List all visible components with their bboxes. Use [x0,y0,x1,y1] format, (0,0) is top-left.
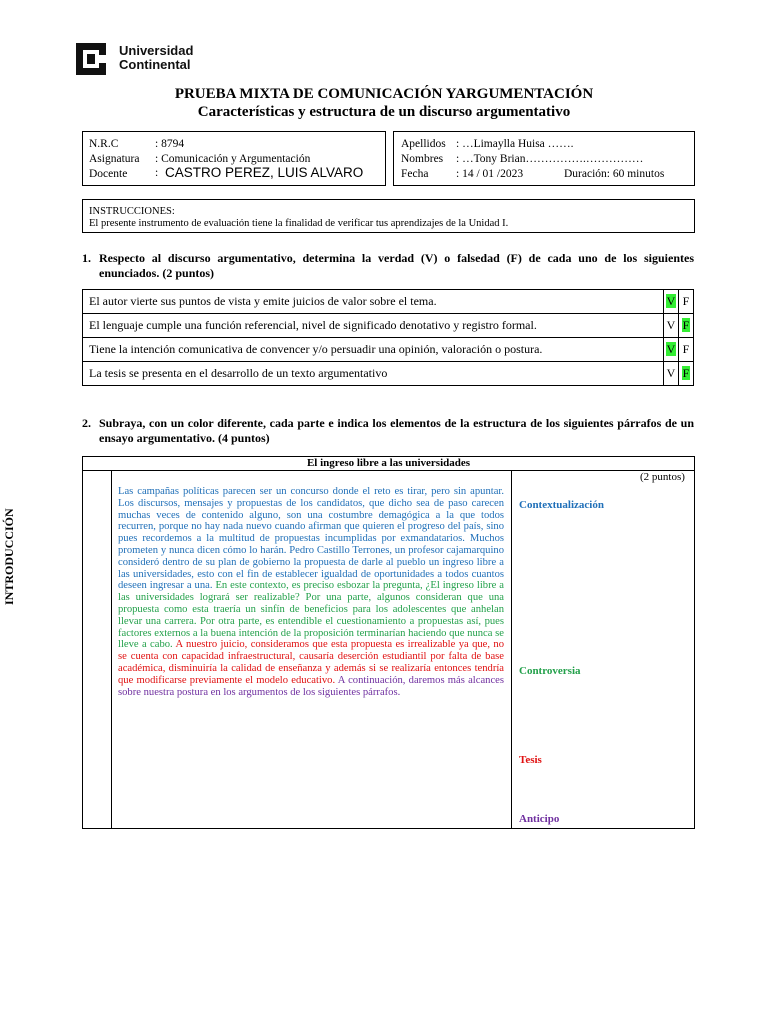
question-2 [82,416,694,446]
controversy-text: En este contexto, es preciso esbozar la pregunta, ¿El ingreso libre a las universidades logrará ser realizable? Por una parte, algunos consideran que una propuesta como esta traería un sinfín de beneficios para los adolescentes que anhelan llevar una carrera. Por otra parte, es entendible el cuestionamiento a propuestas así, pues factores externos a la buena intención de la proposición terminarían haciendo que nunca se lleve a cabo. [118,580,504,651]
fecha-value: : 14 / 01 /2023 [456,168,524,180]
apellidos-label: Apellidos [401,138,446,150]
answer-f: F [682,294,690,308]
column-divider [111,471,112,828]
label-preview: Anticipo [519,813,560,825]
question-1-text: Respecto al discurso argumentativo, determina la verdad (V) o falsedad (F) de cada uno de los siguientes enunciados. (2 puntos) [99,251,694,280]
duracion: Duración: 60 minutos [564,168,665,180]
option-v-cell[interactable] [664,362,679,386]
essay-title: El ingreso libre a las universidades [83,457,694,471]
column-divider [511,471,512,828]
true-false-table [82,289,694,386]
docente-value: CASTRO PEREZ, LUIS ALVARO [165,165,364,180]
university-logo-icon [72,41,110,77]
label-thesis: Tesis [519,754,542,766]
exam-title: PRUEBA MIXTA DE COMUNICACIÓN YARGUMENTACIÓN [174,86,594,102]
statement-cell: El lenguaje cumple una función referencial, nivel de significado denotativo y registro formal. [83,314,664,338]
thesis-text: A nuestro juicio, consideramos que esta propuesta es irrealizable ya que, no se cuenta con capacidad infraestructural, causaría deserción estudiantil por falta de base académica, disminuiría la calidad de enseñanza y además si se realizaría entonces tendría que modificarse previamente el modelo educativo. [118,639,505,686]
statement-cell: La tesis se presenta en el desarrollo de un texto argumentativo [83,362,664,386]
university-logo-text: Universidad Continental [119,43,194,72]
option-f-cell[interactable] [679,362,694,386]
answer-f-selected: F [682,366,690,380]
table-row [83,314,694,338]
apellidos-value: : …Limaylla Huisa ……. [456,138,574,150]
option-f-cell[interactable] [679,290,694,314]
student-info-box [393,131,695,186]
docente-label: Docente [89,168,128,180]
asignatura-value: : Comunicación y Argumentación [155,153,311,165]
exam-subtitle: Características y estructura de un discurso argumentativo [197,104,571,120]
table-row [83,338,694,362]
question-2-number: 2. [82,416,91,430]
table-row [83,290,694,314]
answer-v-selected: V [666,294,676,308]
table-row [83,362,694,386]
section-points: (2 puntos) [640,471,685,483]
label-contextualization: Contextualización [519,499,604,511]
label-controversy: Controversia [519,665,581,677]
answer-v: V [666,318,676,332]
nombres-label: Nombres [401,153,444,165]
option-v-cell[interactable] [664,338,679,362]
instructions-heading: INSTRUCCIONES: [89,206,175,217]
option-v-cell[interactable] [664,314,679,338]
instructions-box [82,199,695,233]
instructions-text: El presente instrumento de evaluación tiene la finalidad de verificar tus aprendizajes de la Unidad I. [89,218,509,229]
answer-f: F [682,342,690,356]
essay-paragraph [118,486,504,698]
docente-colon: : [155,167,159,179]
fecha-label: Fecha [401,168,429,180]
section-label-introduccion: INTRODUCCIÓN [2,508,16,605]
answer-v-selected: V [666,342,676,356]
question-1 [82,251,694,281]
question-2-text: Subraya, con un color diferente, cada parte e indica los elementos de la estructura de los siguientes párrafos de un ensayo argumentativo. (4 puntos) [99,416,694,445]
option-f-cell[interactable] [679,338,694,362]
nrc-label: N.R.C [89,138,119,150]
statement-cell: El autor vierte sus puntos de vista y emite juicios de valor sobre el tema. [83,290,664,314]
contextualization-text: Las campañas políticas parecen ser un concurso donde el reto es tirar, pero sin apuntar. Los discursos, mensajes y propuestas de los candidatos, que dicho sea de paso carecen muchas veces de contenido alguno, son una costumbre demagógica a la que todos recurren, porque no hay nada nuevo cuando afirman que quieren el progreso del país, sino pues recordemos a la multitud de propuestas incumplidas por exmandatarios. Muchos prometen y nunca dicen cómo lo harán. Pedro Castillo Terrones, un profesor cajamarquino consideró dentro de su plan de gobierno la propuesta de darle al pueblo un ingreso libre a las universidades, esto con el fin de establecer igualdad de oportunidades a todos cuantos deseen ingresar a una. [118,486,504,592]
option-f-cell[interactable] [679,314,694,338]
nrc-value: : 8794 [155,138,185,150]
asignatura-label: Asignatura [89,153,140,165]
course-info-box [82,131,386,186]
statement-cell: Tiene la intención comunicativa de convencer y/o persuadir una opinión, valoración o postura. [83,338,664,362]
answer-f-selected: F [682,318,690,332]
preview-text: A continuación, daremos más alcances sobre nuestra postura en los argumentos de los siguientes párrafos. [118,674,504,698]
option-v-cell[interactable] [664,290,679,314]
nombres-value: : …Tony Brian…………….…………… [456,153,644,165]
question-1-number: 1. [82,251,91,265]
answer-v: V [666,366,676,380]
